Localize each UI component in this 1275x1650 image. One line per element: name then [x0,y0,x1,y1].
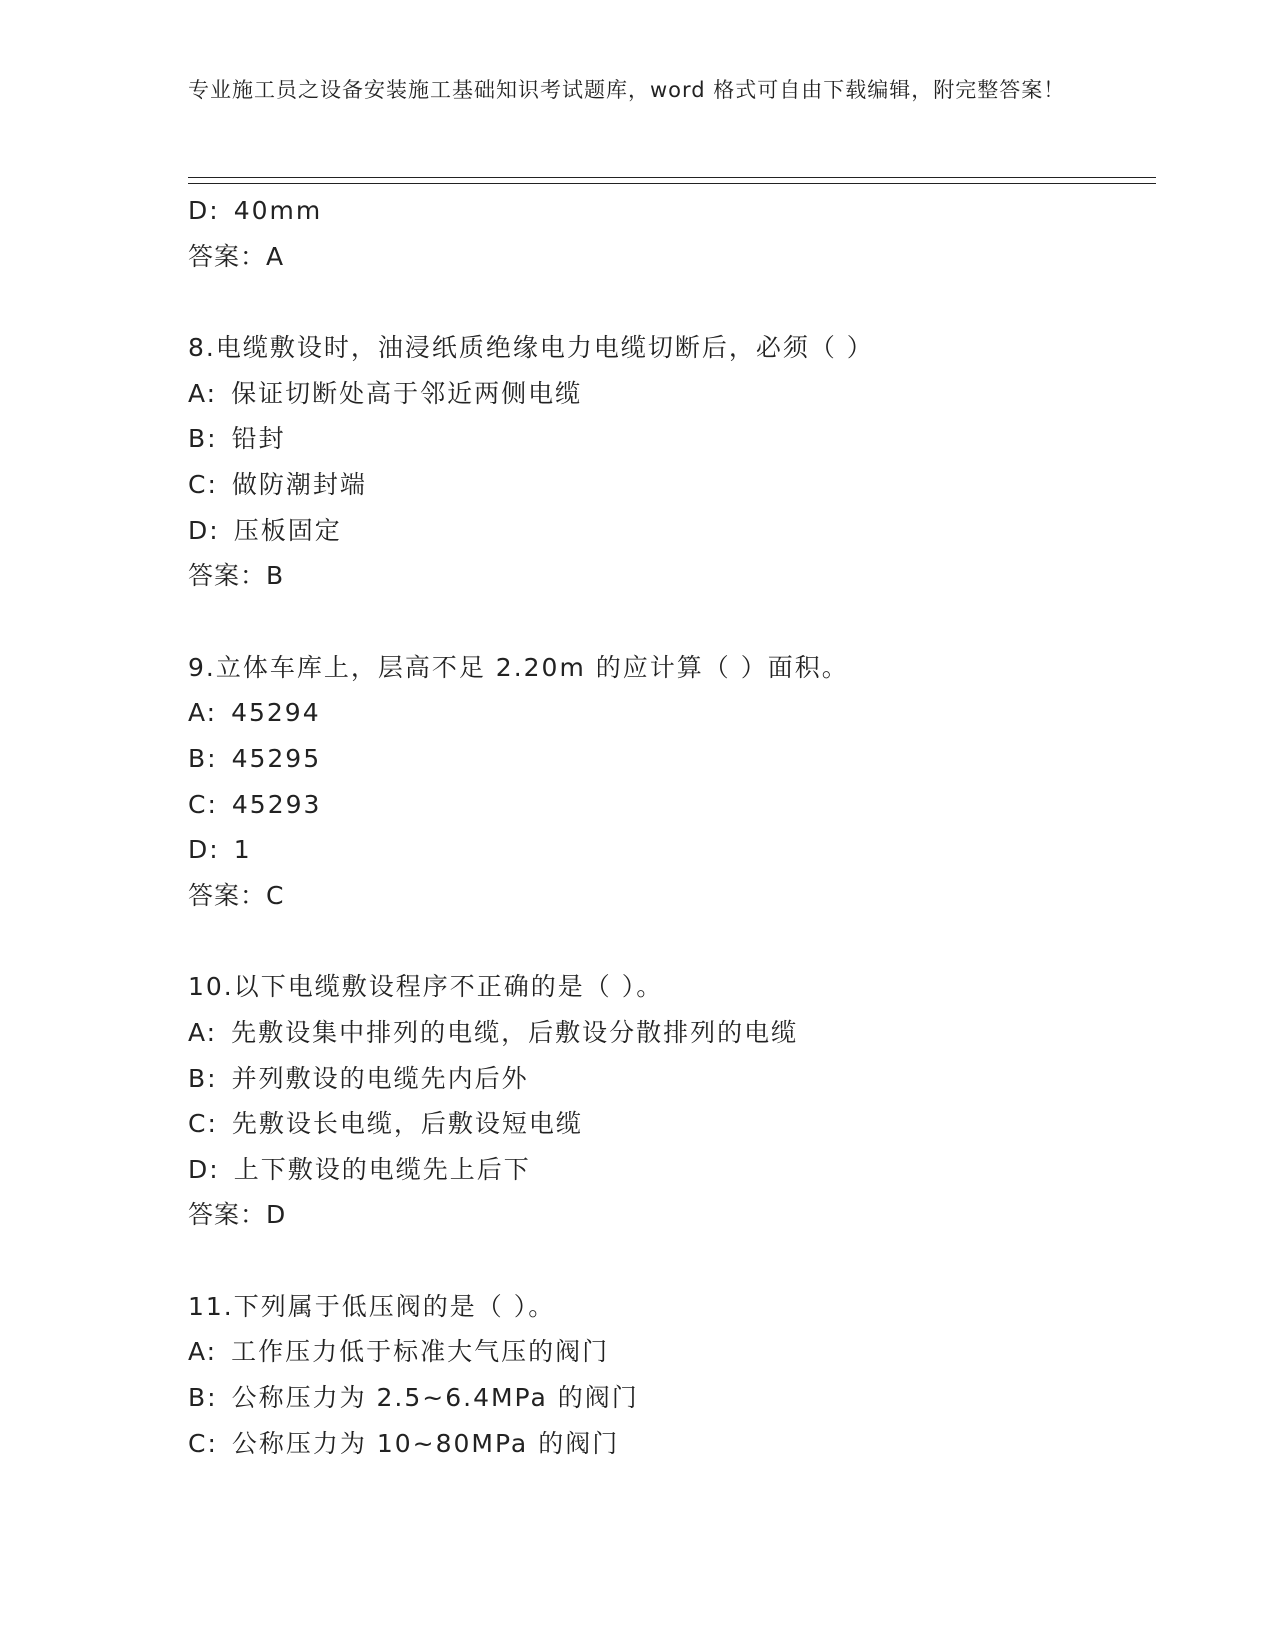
option-d [188,508,1156,554]
option-text: 45293 [231,789,322,819]
option-a [188,1010,1156,1056]
answer-line: 答案：C [188,880,285,910]
option-label: C: [188,1109,218,1139]
document-header [188,74,1088,107]
header-divider-bottom [188,183,1156,184]
option-a [188,371,1156,417]
question-block-7-tail [188,188,1156,279]
option-label: B: [188,1063,218,1093]
option-label: A: [188,698,218,728]
option-b [188,1375,1156,1421]
question-text: 9.立体车库上，层高不足 2.20m 的应计算（ ）面积。 [188,652,849,682]
option-text: 先敷设长电缆，后敷设短电缆 [231,1109,583,1139]
option-text: 铅封 [231,424,286,454]
option-c [188,462,1156,508]
question-block-9 [188,645,1156,919]
option-text: 保证切断处高于邻近两侧电缆 [231,378,583,408]
option-label: A: [188,1017,218,1047]
answer-line: 答案：D [188,1200,287,1230]
question-block-8 [188,325,1156,599]
header-divider-top [188,177,1156,178]
spacer [188,599,1156,645]
option-text: 45294 [231,698,321,728]
answer-line: 答案：A [188,241,285,271]
option-label: D: [188,196,220,225]
option-text: 并列敷设的电缆先内后外 [231,1063,529,1093]
option-label: B: [188,424,218,454]
answer-line: 答案：B [188,561,285,591]
option-a [188,1329,1156,1375]
option-b [188,1056,1156,1102]
option-text: 公称压力为 2.5~6.4MPa 的阀门 [231,1383,639,1413]
option-d [188,827,1156,873]
question-text: 8.电缆敷设时，油浸纸质绝缘电力电缆切断后，必须（ ） [188,333,874,363]
option-c [188,782,1156,828]
option-label: C: [188,1428,218,1458]
option-label: D: [188,1154,220,1184]
question-block-11 [188,1284,1156,1466]
option-label: D: [188,835,220,865]
option-text: 做防潮封端 [231,469,367,499]
option-c [188,1421,1156,1467]
option-text: 上下敷设的电缆先上后下 [233,1154,531,1184]
option-label: A: [188,378,218,408]
option-d [188,1147,1156,1193]
spacer [188,918,1156,964]
option-label: C: [188,469,218,499]
question-text: 11.下列属于低压阀的是（ ）。 [188,1291,556,1321]
option-b [188,736,1156,782]
question-block-10 [188,964,1156,1238]
option-text: 1 [233,835,252,865]
option-text: 40mm [233,196,323,225]
header-title: 专业施工员之设备安装施工基础知识考试题库，word 格式可自由下载编辑，附完整答案！ [188,78,1066,102]
spacer [188,1238,1156,1284]
option-text: 先敷设集中排列的电缆，后敷设分散排列的电缆 [231,1017,799,1047]
option-a [188,690,1156,736]
option-d [188,188,1156,234]
option-text: 工作压力低于标准大气压的阀门 [231,1337,610,1367]
option-b [188,416,1156,462]
option-label: C: [188,789,218,819]
option-label: D: [188,515,220,545]
option-text: 公称压力为 10~80MPa 的阀门 [231,1428,620,1458]
spacer [188,279,1156,325]
option-c [188,1101,1156,1147]
option-label: A: [188,1337,218,1367]
option-label: B: [188,743,218,773]
option-text: 45295 [231,743,322,773]
question-text: 10.以下电缆敷设程序不正确的是（ ）。 [188,972,664,1002]
option-label: B: [188,1383,218,1413]
question-list [188,188,1156,1466]
option-text: 压板固定 [233,515,342,545]
